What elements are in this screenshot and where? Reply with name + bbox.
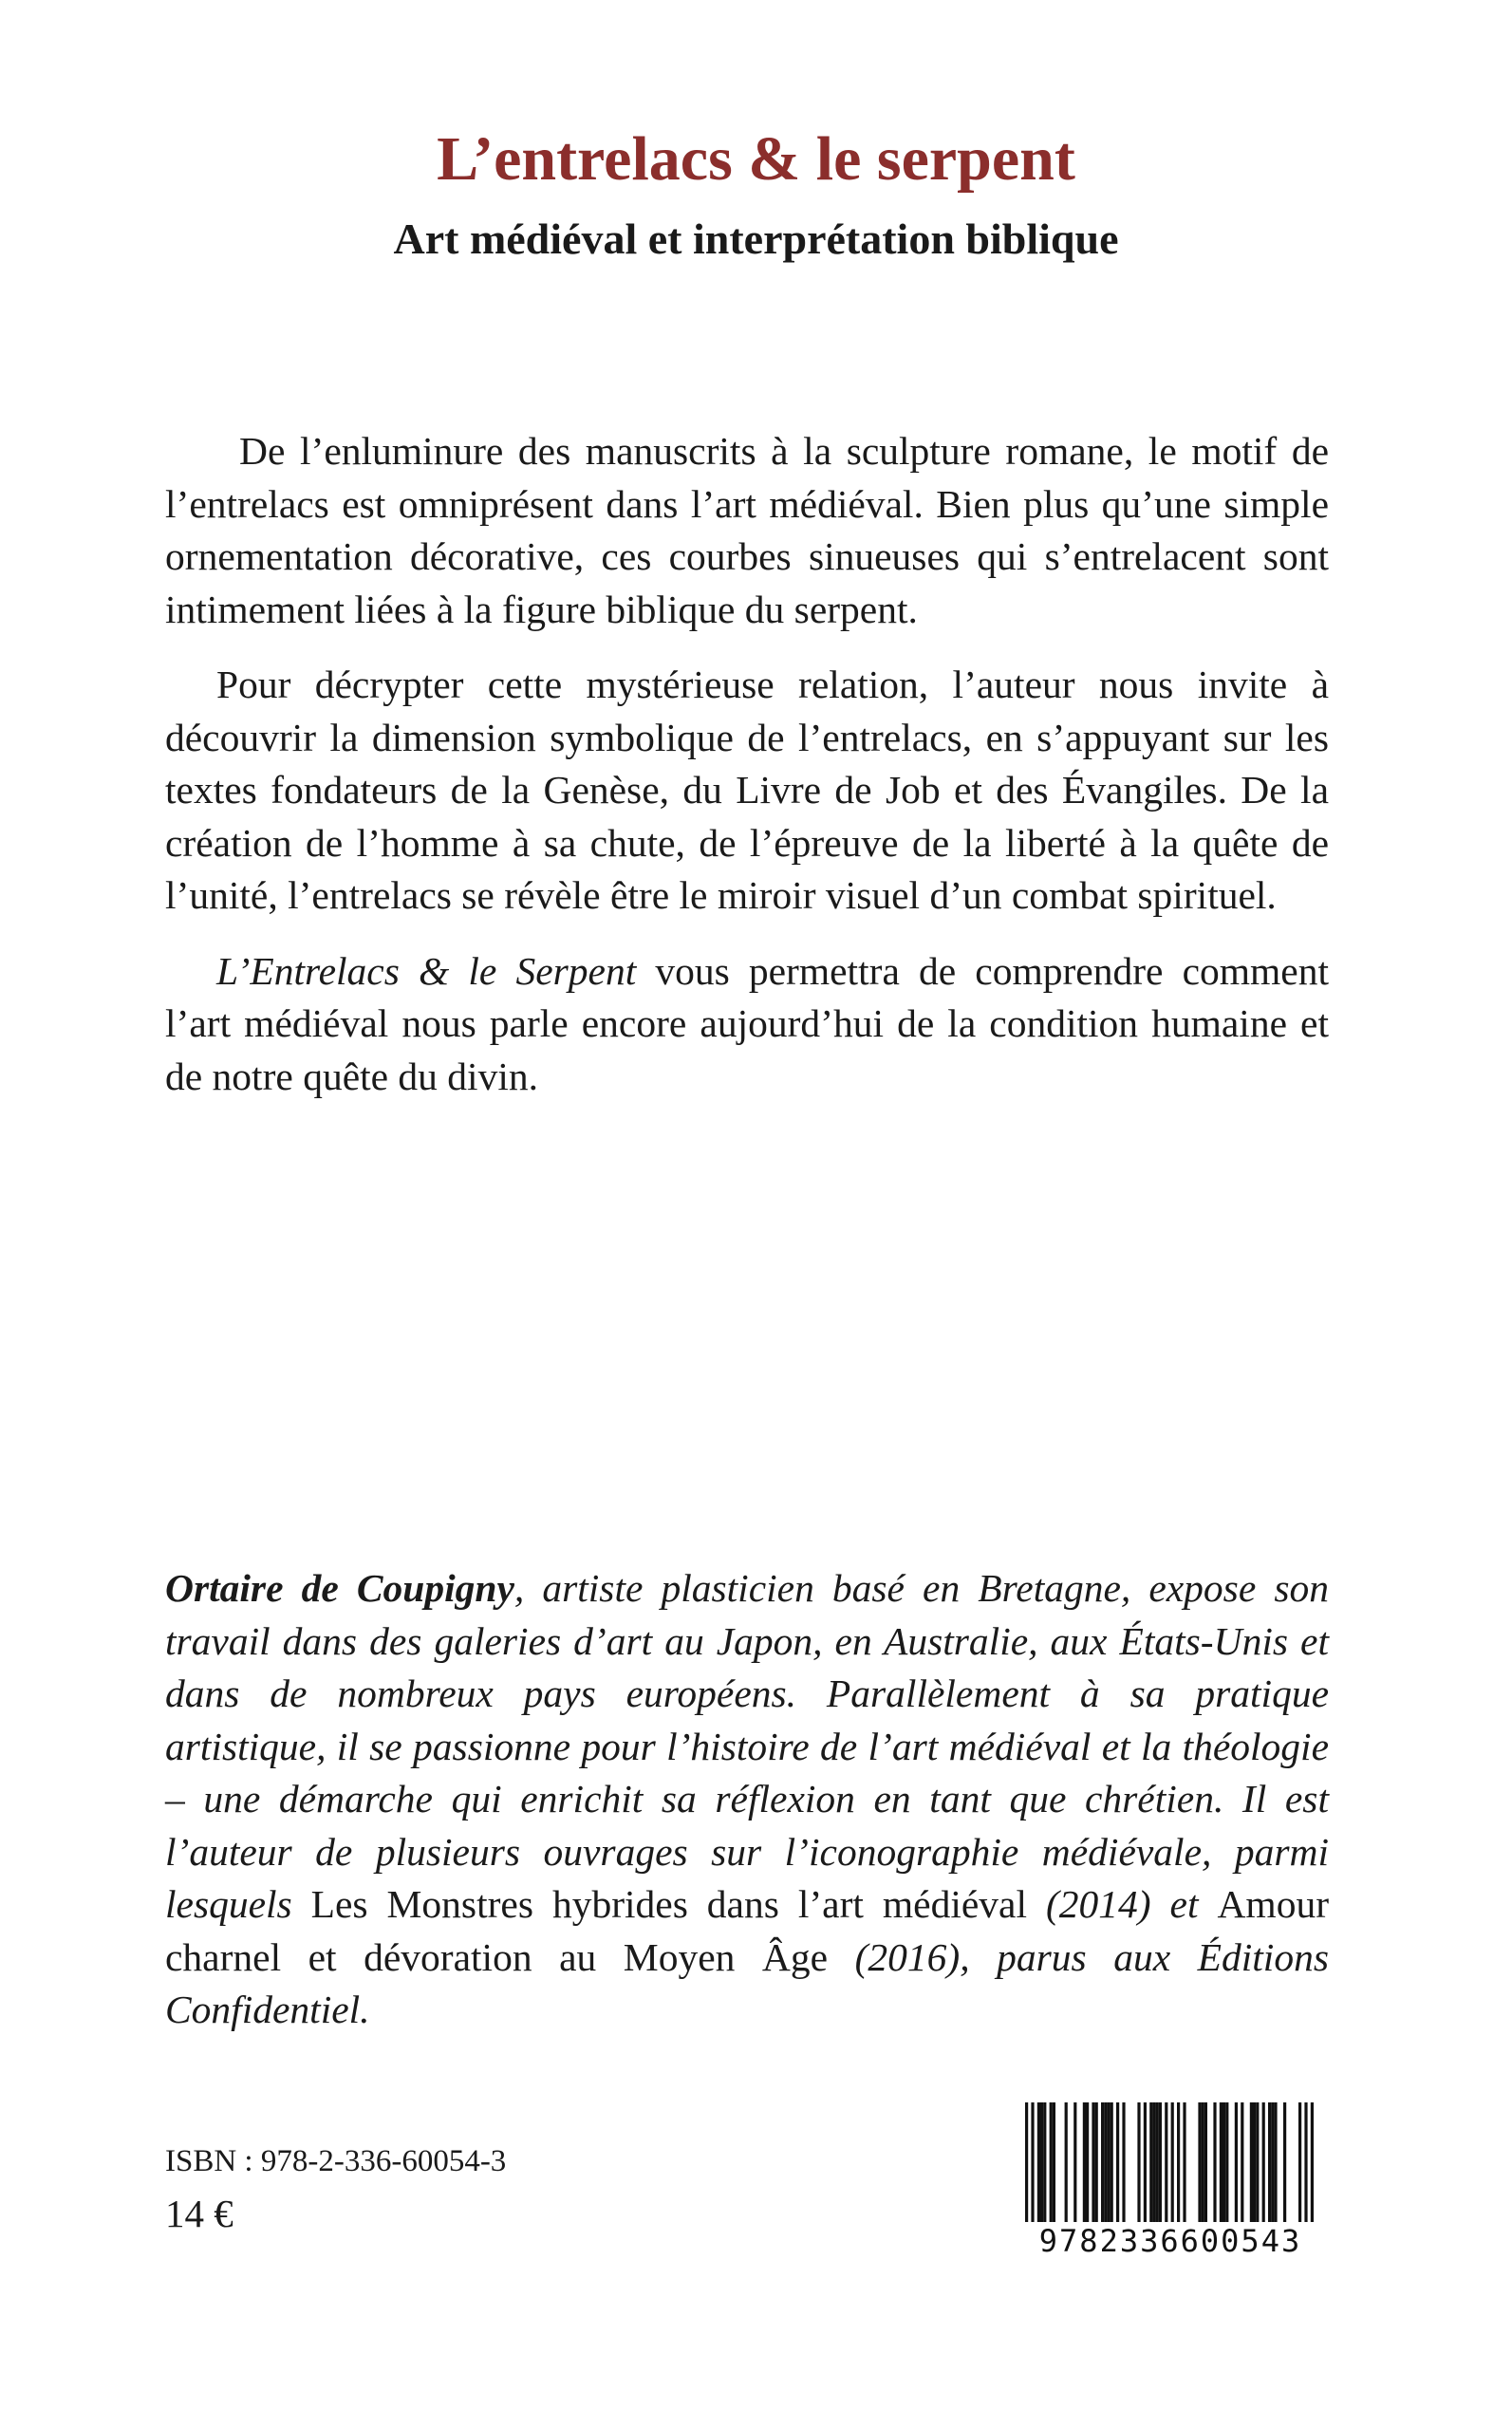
barcode-bar — [1092, 2102, 1094, 2222]
barcode-bars — [1012, 2102, 1329, 2224]
barcode-bar — [1271, 2102, 1274, 2222]
barcode-bar — [1111, 2102, 1113, 2222]
barcode-bar — [1152, 2102, 1155, 2222]
barcode-bar — [1083, 2102, 1086, 2222]
bio-book-1: Les Monstres hybrides dans l’art médiéval — [310, 1882, 1027, 1926]
barcode — [1012, 2102, 1329, 2262]
book-summary — [165, 425, 1329, 1126]
summary-paragraph-3 — [165, 945, 1329, 1104]
barcode-bar — [1050, 2102, 1053, 2222]
barcode-bar — [1220, 2102, 1223, 2222]
summary-book-title: L’Entrelacs & le Serpent — [216, 948, 637, 993]
barcode-bar — [1268, 2102, 1271, 2222]
bio-text-3: (2016), parus aux Éditions Confidentiel. — [165, 1934, 1329, 2031]
barcode-bar — [1031, 2102, 1034, 2222]
barcode-bar — [1225, 2102, 1228, 2222]
isbn: ISBN : 978-2-336-60054-3 — [165, 2144, 507, 2178]
barcode-bar — [1101, 2102, 1104, 2222]
barcode-bar — [1253, 2102, 1256, 2222]
barcode-bar — [1256, 2102, 1259, 2222]
barcode-bar — [1149, 2102, 1152, 2222]
barcode-bar — [1122, 2102, 1125, 2222]
barcode-bar — [1177, 2102, 1180, 2222]
summary-paragraph-2: Pour décrypter cette mystérieuse relation, l’auteur nous invite à découvrir la dimension symbolique de l’entrelacs, en s’appuyant sur les textes fondateurs de la Genèse, du Livre de Job et des Évangiles. De la création de l’homme à sa chute, de l’épreuve de la liberté à la quête de l’unité, l’entrelacs se révèle être le miroir visuel d’un combat spirituel. — [165, 663, 1329, 917]
barcode-bar — [1204, 2102, 1207, 2222]
summary-paragraph-1: De l’enluminure des manuscrits à la sculpture romane, le motif de l’entrelacs est omniprésent dans l’art médiéval. Bien plus qu’une simple ornementation décorative, ces courbes sinueuses qui s’entrelacent sont intimement liées à la figure biblique du serpent. — [165, 429, 1329, 631]
barcode-bar — [1298, 2102, 1301, 2222]
barcode-bar — [1311, 2102, 1314, 2222]
barcode-bar — [1213, 2102, 1216, 2222]
author-name: Ortaire de Coupigny — [165, 1566, 514, 1610]
barcode-bar — [1053, 2102, 1055, 2222]
barcode-bar — [1040, 2102, 1043, 2222]
barcode-bar — [1156, 2102, 1159, 2222]
barcode-bar — [1165, 2102, 1167, 2222]
barcode-bar — [1107, 2102, 1110, 2222]
barcode-bar — [1250, 2102, 1253, 2222]
barcode-bar — [1137, 2102, 1140, 2222]
barcode-bar — [1283, 2102, 1286, 2222]
bio-book-2: Amour charnel et dévoration au Moyen Âge — [165, 1882, 1330, 1979]
barcode-bar — [1171, 2102, 1174, 2222]
barcode-bar — [1086, 2102, 1089, 2222]
barcode-bar — [1095, 2102, 1098, 2222]
barcode-bar — [1274, 2102, 1277, 2222]
barcode-bar — [1183, 2102, 1185, 2222]
barcode-bar — [1025, 2102, 1028, 2222]
barcode-bar — [1073, 2102, 1076, 2222]
barcode-digits: 9782336600543 — [1038, 2223, 1302, 2259]
book-subtitle: Art médiéval et interprétation biblique — [393, 215, 1119, 263]
bio-text-2: (2014) et — [1027, 1882, 1218, 1926]
author-bio — [165, 1562, 1329, 2037]
barcode-bar — [1037, 2102, 1040, 2222]
summary-paragraph-3-text: vous permettra de comprendre comment l’art médiéval nous parle encore aujourd’hui de la condition humaine et de notre quête du divin. — [165, 948, 1329, 1098]
barcode-bar — [1241, 2102, 1243, 2222]
book-title: L’entrelacs & le serpent — [437, 124, 1075, 194]
barcode-bar — [1116, 2102, 1119, 2222]
price: 14 € — [165, 2192, 233, 2235]
bio-text-1: , artiste plasticien basé en Bretagne, expose son travail dans des galeries d’art au Japon, en Australie, aux États-Unis et dans de nombreux pays européens. Parallèlement à sa pratique artistique, il se passionne pour l’histoire de l’art médiéval et la théologie – une démarche qui enrichit sa réflexion en tant que chrétien. Il est l’auteur de plusieurs ouvrages sur l’iconographie médiévale, parmi lesquels — [165, 1566, 1329, 1926]
barcode-bar — [1043, 2102, 1046, 2222]
barcode-bar — [1202, 2102, 1204, 2222]
barcode-bar — [1223, 2102, 1225, 2222]
barcode-bar — [1235, 2102, 1238, 2222]
barcode-bar — [1104, 2102, 1107, 2222]
barcode-bar — [1262, 2102, 1265, 2222]
barcode-bar — [1198, 2102, 1201, 2222]
barcode-bar — [1065, 2102, 1068, 2222]
barcode-bar — [1159, 2102, 1162, 2222]
barcode-bar — [1304, 2102, 1307, 2222]
barcode-bar — [1144, 2102, 1147, 2222]
